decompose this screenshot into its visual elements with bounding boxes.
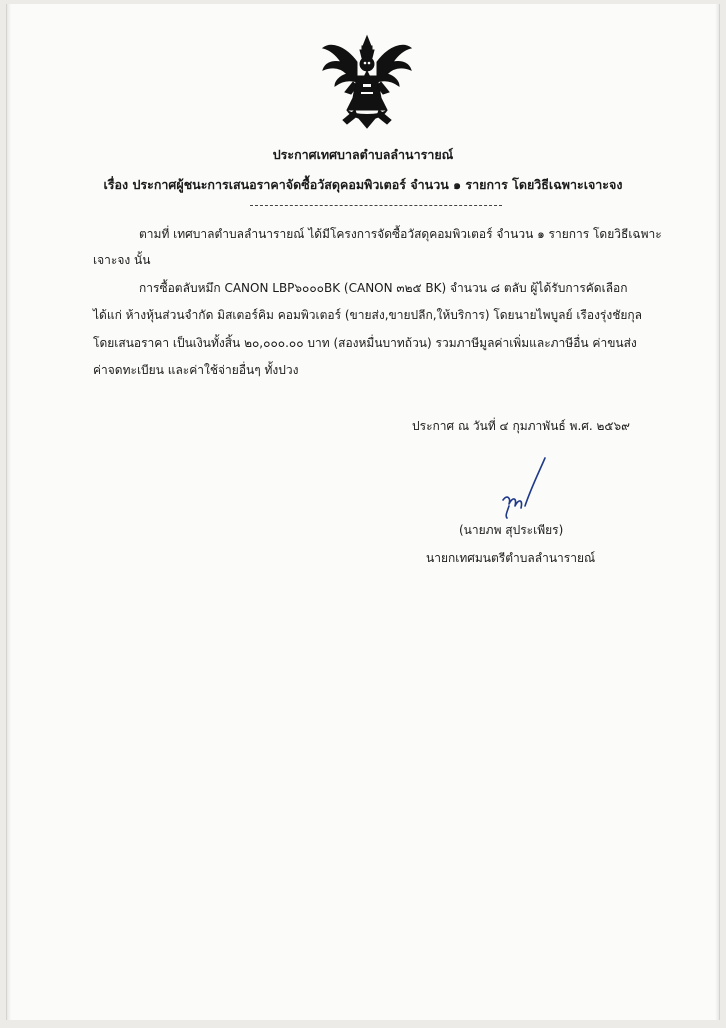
document-subject: เรื่อง ประกาศผู้ชนะการเสนอราคาจัดซื้อวัสดุคอมพิวเตอร์ จำนวน ๑ รายการ โดยวิธีเฉพาะเจาะจง — [103, 177, 623, 192]
body-line: ค่าจดทะเบียน และค่าใช้จ่ายอื่นๆ ทั้งปวง — [93, 363, 299, 377]
document-title: ประกาศเทศบาลตำบลลำนารายณ์ — [272, 147, 454, 162]
signer-position: นายกเทศมนตรีตำบลลำนารายณ์ — [426, 551, 596, 565]
body-line: การซื้อตลับหมึก CANON LBP๖๐๐๐BK (CANON ๓๒๕ BK) จำนวน ๘ ตลับ ผู้ได้รับการคัดเลือก — [139, 281, 628, 295]
garuda-emblem-icon — [317, 32, 417, 130]
body-line: ได้แก่ ห้างหุ้นส่วนจำกัด มิสเตอร์คิม คอมพิวเตอร์ (ขายส่ง,ขายปลีก,ให้บริการ) โดยนายไพบูลย์ เรืองรุ่งชัยกุล — [93, 308, 643, 322]
body-line: เจาะจง นั้น — [93, 253, 151, 267]
body-line: โดยเสนอราคา เป็นเงินทั้งสิ้น ๒๐,๐๐๐.๐๐ บาท (สองหมื่นบาทถ้วน) รวมภาษีมูลค่าเพิ่มและภาษีอื่น ค่าขนส่ง — [93, 336, 637, 350]
document-page — [6, 4, 720, 1020]
signer-name: (นายภพ สุประเพียร) — [459, 523, 564, 537]
dashed-divider — [250, 205, 502, 206]
announcement-date: ประกาศ ณ วันที่ ๔ กุมภาพันธ์ พ.ศ. ๒๕๖๙ — [412, 419, 630, 433]
body-line: ตามที่ เทศบาลตำบลลำนารายณ์ ได้มีโครงการจัดซื้อวัสดุคอมพิวเตอร์ จำนวน ๑ รายการ โดยวิธีเฉพาะ — [139, 227, 662, 241]
handwritten-signature — [495, 454, 555, 524]
